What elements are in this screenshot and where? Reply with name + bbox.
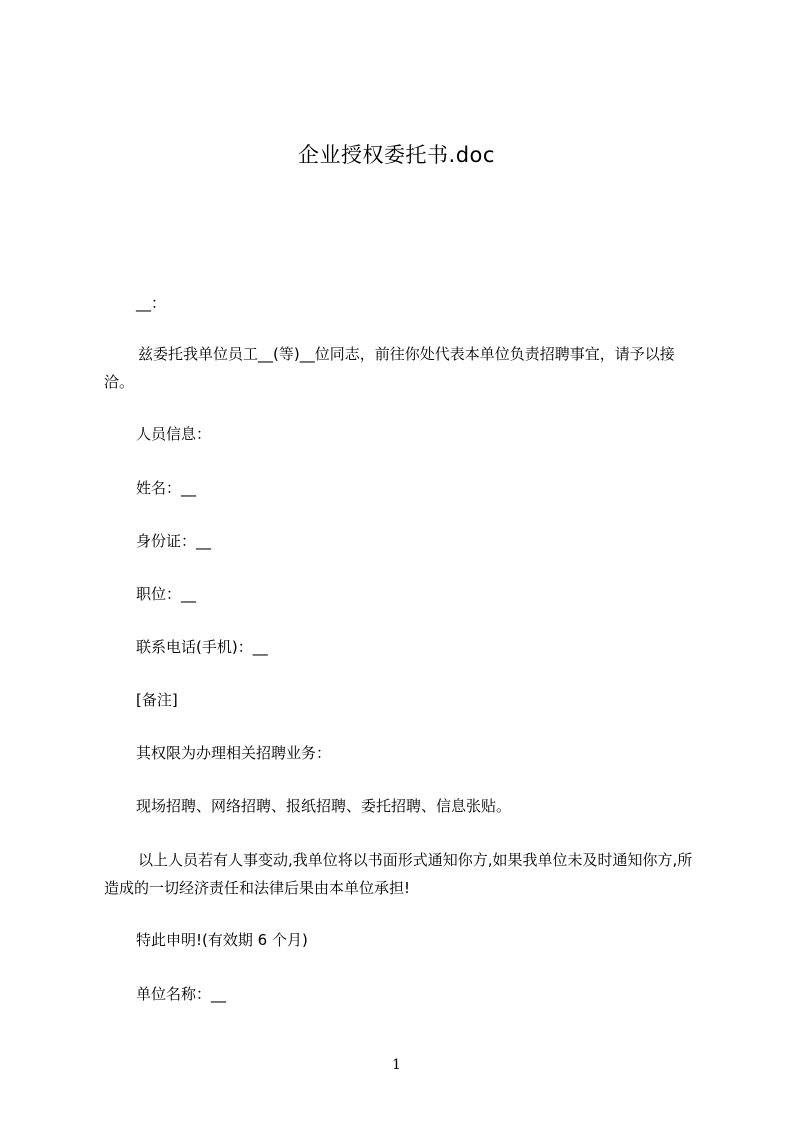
company-name-field: 单位名称：__ [136, 985, 227, 1003]
scope-items: 现场招聘、网络招聘、报纸招聘、委托招聘、信息张贴。 [136, 797, 512, 815]
phone-field: 联系电话(手机)：__ [136, 638, 268, 656]
change-notice-text: 以上人员若有人事变动,我单位将以书面形式通知你方,如果我单位未及时通知你方,所造成的一切经济责任和法律后果由本单位承担! [104, 851, 693, 897]
intro-paragraph [104, 340, 702, 396]
declaration-line: 特此申明!(有效期 6 个月) [136, 931, 308, 949]
personnel-heading: 人员信息： [136, 425, 212, 443]
change-notice-paragraph [104, 846, 702, 902]
position-field: 职位：__ [136, 585, 197, 603]
remark-label: [备注] [136, 691, 178, 709]
document-title: 企业授权委托书.doc [298, 143, 495, 167]
salutation-line: __： [136, 294, 167, 312]
intro-text: 兹委托我单位员工__(等)__位同志，前往你处代表本单位负责招聘事宜，请予以接洽。 [104, 345, 675, 391]
scope-heading: 其权限为办理相关招聘业务： [136, 744, 332, 762]
name-field: 姓名：__ [136, 479, 197, 497]
page-number: 1 [392, 1057, 401, 1073]
id-card-field: 身份证：__ [136, 532, 212, 550]
